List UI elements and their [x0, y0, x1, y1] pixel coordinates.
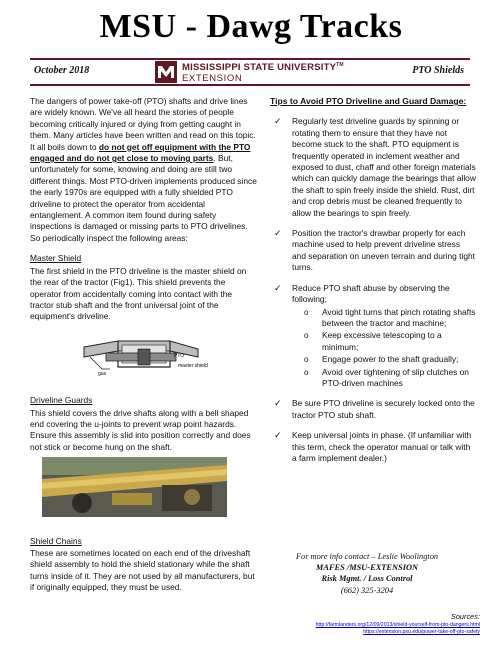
intro-paragraph — [30, 96, 258, 244]
tip-text: Keep universal joints in phase. (If unfamiliar with this term, check the operator manual or talk with a farm implement dealer.) — [292, 430, 472, 463]
org-name — [182, 62, 344, 84]
left-column — [30, 96, 258, 603]
tip-item — [270, 116, 476, 219]
tip-subitem: o Avoid tight turns that pinch rotating shafts between the tractor and machine; — [304, 306, 476, 328]
section-master-shield — [30, 253, 258, 386]
section-heading: Master Shield — [30, 253, 82, 264]
master-shield-figure — [78, 327, 208, 377]
intro-text-1: The dangers of power take-off (PTO) shafts and drive lines are widely known. We've all heard the stories of people becoming critically injured or dying from getting caught in them. Many articles have been written and read on this topic. It all boils down to — [30, 96, 256, 152]
banner-top-rule — [30, 58, 470, 60]
tips-heading: Tips to Avoid PTO Driveline and Guard Damage: — [270, 96, 467, 106]
tip-item — [270, 228, 476, 274]
check-icon: ✓ — [274, 430, 282, 441]
section-body: The first shield in the PTO driveline is the master shield on the rear of the tractor (Fig1). This shield prevents the operator from accidentally coming into contact with the tractor stub shaft and the front universal joint of the equipment's driveline. — [30, 265, 247, 322]
section-shield-chains — [30, 536, 258, 594]
check-icon: ✓ — [274, 116, 282, 127]
circle-bullet-icon: o — [304, 307, 309, 317]
section-body: This shield covers the drive shafts along with a bell shaped end covering the u-joints to prevent wrap point hazards. Ensure this assembly is slid into position correctly and does not stick or become hung on the shaft. — [30, 407, 251, 452]
tip-item — [270, 430, 476, 464]
issue-date: October 2018 — [34, 65, 90, 76]
tip-text: Regularly test driveline guards by spinning or rotating them to ensure that they have not become stuck to the shaft. PTO equipment is frequently operated in inclement weather and exposed to dust, chaff and other foreign materials which can quickly damage the bearings that allow the shaft to spin freely inside the shield. Rust, dirt and crop debris must be cleaned frequently to allow the bearings to spin freely. — [292, 116, 476, 218]
right-column — [270, 96, 476, 473]
intro-emphasis: do not get off equipment with the PTO engaged and do not get close to moving parts — [30, 141, 251, 164]
tip-item — [270, 283, 476, 390]
tip-text: Be sure PTO driveline is securely locked onto the tractor PTO stub shaft. — [292, 398, 475, 420]
circle-bullet-icon: o — [304, 367, 309, 377]
check-icon: ✓ — [274, 398, 282, 409]
sources-label: Sources: — [450, 612, 480, 621]
sources-block — [220, 612, 480, 637]
check-icon: ✓ — [274, 228, 282, 239]
contact-block — [272, 551, 462, 596]
source-link[interactable]: http://farmlanders.org/12/09/2013/shield-yourself-from-pto-dangers.html — [315, 622, 480, 628]
tip-subitem: o Engage power to the shaft gradually; — [304, 354, 459, 365]
banner-bottom-rule — [30, 84, 470, 86]
figure-label-gus: gus — [98, 370, 107, 377]
contact-line: MAFES /MSU-EXTENSION — [315, 563, 419, 573]
section-heading: Driveline Guards — [30, 395, 93, 406]
msu-logo-icon — [155, 61, 177, 83]
tip-text: Reduce PTO shaft abuse by observing the following; — [292, 282, 450, 305]
section-driveline-guards — [30, 395, 258, 526]
figure-label-pto: PTO — [174, 352, 185, 359]
contact-phone: (662) 325-3204 — [340, 585, 394, 595]
check-icon: ✓ — [274, 282, 282, 293]
tip-text: Position the tractor's drawbar properly for each machine used to help prevent driveline stress and separation on uneven terrain and during tight turns. — [292, 228, 475, 273]
org-name-line2: EXTENSION — [182, 73, 243, 85]
newsletter-title: MSU - Dawg Tracks — [99, 8, 403, 45]
circle-bullet-icon: o — [304, 355, 309, 365]
circle-bullet-icon: o — [304, 331, 309, 341]
masthead-banner — [30, 58, 470, 86]
tip-item — [270, 398, 476, 421]
section-body: These are sometimes located on each end of the driveshaft shield assembly to hold the shield stationary while the shaft turns inside of it. They are not used by all manufacturers, but if originally equipped, they must be used. — [30, 547, 255, 593]
tip-subitem: o Avoid over tightening of slip clutches on PTO-driven machines — [304, 366, 469, 388]
contact-line: For more info contact – Leslie Woolington — [295, 552, 439, 561]
contact-line: Risk Mgmt. / Loss Control — [321, 574, 413, 584]
driveline-photo — [42, 457, 227, 517]
issue-topic: PTO Shields — [412, 65, 464, 76]
intro-text-2: . But, unfortunately for some, knowing and doing are still two different things. Most PTO-driven implements produced since the early 1970s are equipped with a fully shielded PTO driveline to protect the operator from accidental entanglement. A common item found during safety inspections is damaged or missing parts to PTO drivelines. So periodically inspect the following areas: — [30, 153, 257, 243]
source-link[interactable]: https://extension.psu.edu/power-take-off-pto-safety — [363, 629, 480, 636]
section-heading: Shield Chains — [30, 535, 82, 546]
tip-subitem: o Keep excessive telescoping to a minimum; — [304, 330, 442, 352]
org-name-line1: MISSISSIPPI STATE UNIVERSITY™ — [182, 62, 344, 74]
figure-label-master-shield: master shield — [178, 362, 208, 369]
